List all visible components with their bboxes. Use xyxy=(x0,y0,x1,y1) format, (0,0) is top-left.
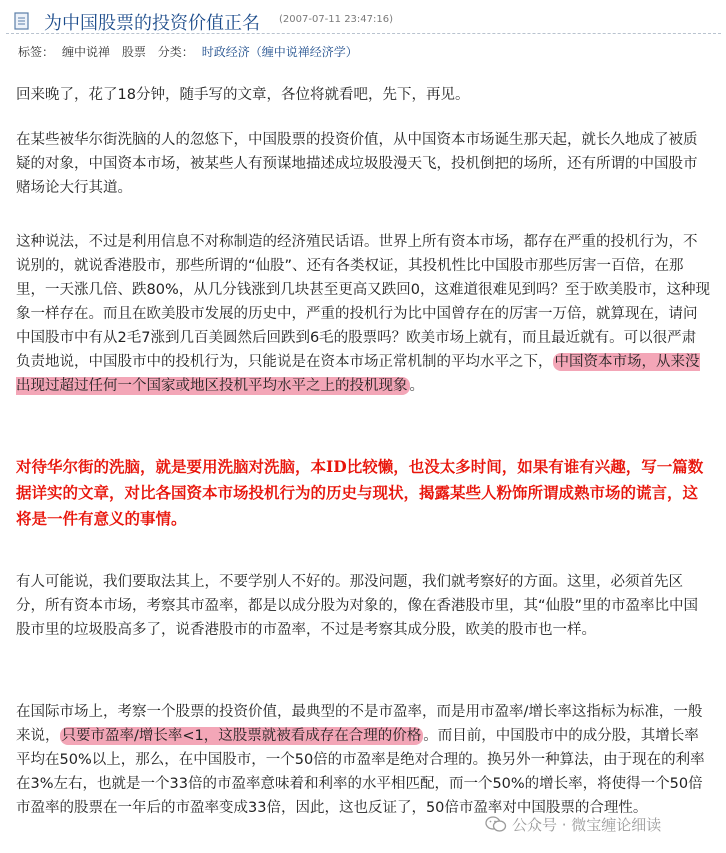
emphasis-paragraph: 对待华尔街的洗脑，就是要用洗脑对洗脑，本ID比较懒，也没太多时间，如果有谁有兴趣，写一篇数据详实的文章，对比各国资本市场投机行为的历史与现状，揭露某些人粉饰所谓成熟市场的谎言，这将是一件有意义的事情。 xyxy=(16,457,704,528)
watermark-text: 公众号 · 微宝缠论细读 xyxy=(512,816,662,834)
paragraph-2: 在某些被华尔街洗脑的人的忽悠下，中国股票的投资价值，从中国资本市场诞生那天起，就长久地成了被质疑的对象，中国资本市场，被某些人有预谋地描述成垃圾股漫天飞，投机倒把的场所，还有所谓的中国股市赌场论大行其道。 xyxy=(16,132,698,196)
article-header xyxy=(6,5,721,35)
paragraph-6 xyxy=(16,700,710,820)
paragraph-3 xyxy=(16,230,710,398)
paragraph-6-text: 在国际市场上，考察一个股票的投资价值，最典型的不是市盈率，而是用市盈率/增长率这指标为标准，一般来说， xyxy=(16,704,703,744)
tag-link[interactable]: 股票 xyxy=(121,45,146,59)
category-link[interactable]: 时政经济（缠中说禅经济学） xyxy=(201,45,358,59)
post-timestamp: (2007-07-11 23:47:16) xyxy=(279,14,394,25)
paragraph-3-text: 这种说法，不过是利用信息不对称制造的经济殖民话语。世界上所有资本市场，都存在严重的投机行为，不说别的，就说香港股市，那些所谓的“仙股”、还有各类权证，其投机性比中国股市那些厉害一百倍，在那里，一天涨几倍、跌80%，从几分钱涨到几块甚至更高又跌回0，这难道很难见到吗？至于欧美股市，这种现象一样存在。而且在欧美股市发展的历史中，严重的投机行为比中国曾存在的厉害一万倍，就算现在，请问中国股市中有从2毛7涨到几百美圆然后回跌到6毛的股票吗？欧美市场上就有，而且最近就有。可以很严肃负责地说，中国股市中的投机行为，只能说是在资本市场正常机制的平均水平之下， xyxy=(16,234,710,370)
tag-link[interactable]: 缠中说禅 xyxy=(62,45,111,59)
category-label: 分类： xyxy=(157,45,194,59)
page-title: 为中国股票的投资价值正名 xyxy=(44,13,260,34)
wechat-icon xyxy=(485,815,507,837)
tags-label: 标签： xyxy=(18,45,55,59)
document-icon xyxy=(14,12,30,34)
paragraph-6-end: 。而目前，中国股市中的成分股，其增长率平均在50%以上，那么，在中国股市，一个50倍的市盈率是绝对合理的。换另外一种算法，由于现在的利率在3%左右，也就是一个33倍的市盈率意味着和利率的水平相匹配，而一个50%的增长率，将使得一个50倍市盈率的股票在一年后的市盈率变成33倍，因此，这也反证了，50倍市盈率对中国股票的合理性。 xyxy=(16,728,705,816)
header-divider xyxy=(6,33,721,34)
article-meta xyxy=(18,43,358,60)
highlighted-sentence: 只要市盈率/增长率<1，这股票就被看成存在合理的价格 xyxy=(61,728,422,744)
watermark xyxy=(485,814,661,837)
highlighted-sentence: 中国资本市场，从来没出现过超过任何一个国家或地区投机平均水平之上的投机现象 xyxy=(16,354,700,394)
paragraph-5: 有人可能说，我们要取法其上，不要学别人不好的。那没问题，我们就考察好的方面。这里，必须首先区分，所有资本市场，考察其市盈率，都是以成分股为对象的，像在香港股市里，其“仙股”里的市盈率比中国股市里的垃圾股高多了，说香港股市的市盈率，不过是考察其成分股，欧美的股市也一样。 xyxy=(16,574,699,638)
paragraph-intro: 回来晚了，花了18分钟，随手写的文章，各位将就看吧，先下，再见。 xyxy=(16,87,470,103)
paragraph-3-end: 。 xyxy=(409,378,424,394)
